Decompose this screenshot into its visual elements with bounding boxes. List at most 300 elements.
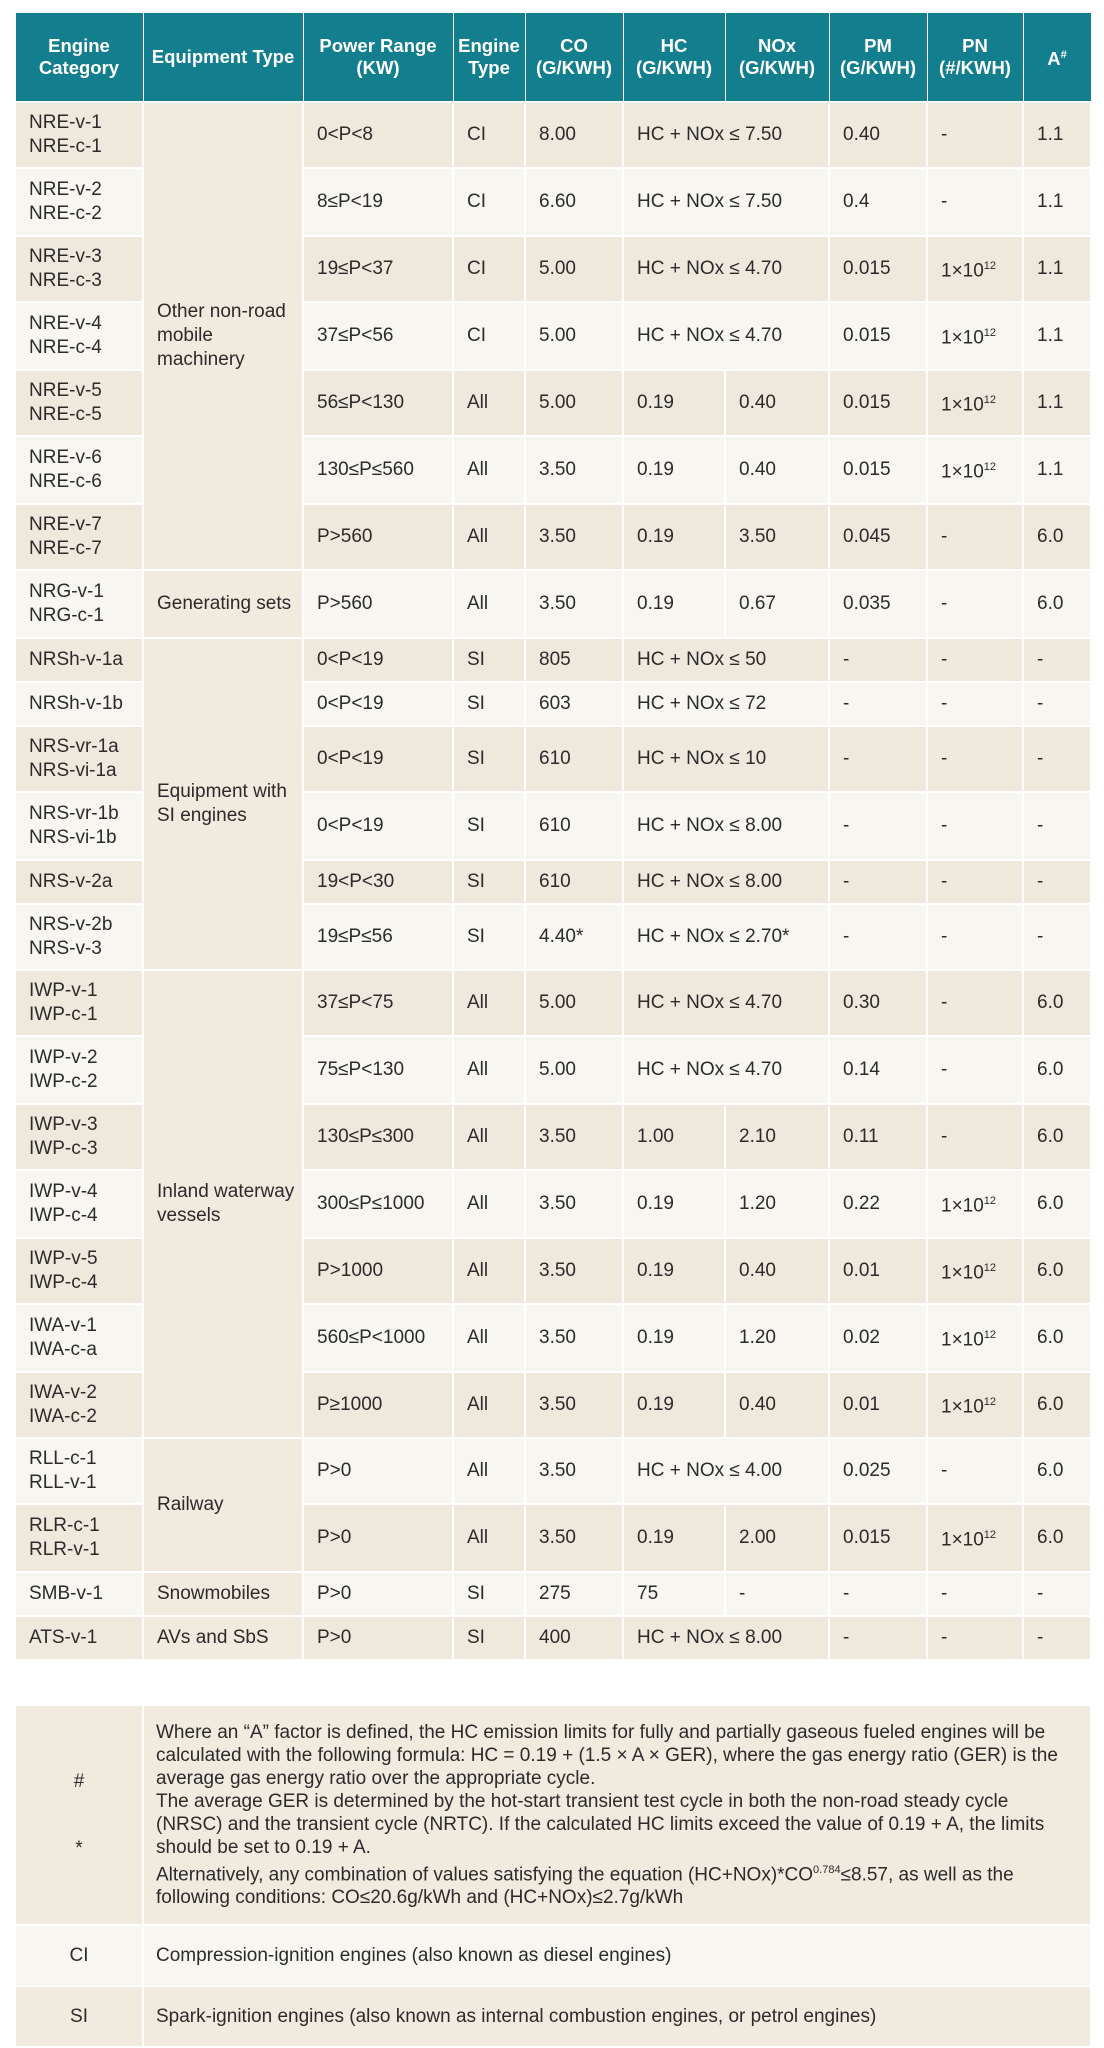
engine-type-cell: SI bbox=[453, 904, 525, 970]
power-range-cell: P>1000 bbox=[303, 1238, 453, 1304]
engine-type-cell: All bbox=[453, 504, 525, 570]
power-range-cell: 19≤P≤56 bbox=[303, 904, 453, 970]
pn-exponent: 12 bbox=[983, 1396, 997, 1409]
engine-type-cell: All bbox=[453, 1372, 525, 1438]
pm-cell: 0.045 bbox=[829, 504, 927, 570]
pn-exponent: 12 bbox=[983, 1529, 997, 1542]
equipment-type-cell: Inland waterway vessels bbox=[143, 970, 303, 1438]
engine-category-line: RLR-c-1 bbox=[29, 1515, 100, 1536]
co-cell: 3.50 bbox=[525, 1238, 623, 1304]
nox-cell: 0.40 bbox=[725, 1238, 829, 1304]
co-cell: 3.50 bbox=[525, 1504, 623, 1572]
pn-base: 1×10 bbox=[941, 394, 984, 416]
hc-nox-combined-cell: HC + NOx ≤ 10 bbox=[623, 726, 829, 792]
note-row-si bbox=[15, 1986, 1091, 2047]
hc-nox-combined-cell: HC + NOx ≤ 4.70 bbox=[623, 970, 829, 1036]
a-factor-cell: 6.0 bbox=[1023, 1304, 1091, 1372]
pn-exponent: 12 bbox=[983, 1195, 997, 1208]
pm-cell: 0.015 bbox=[829, 370, 927, 436]
engine-type-cell: SI bbox=[453, 1616, 525, 1660]
engine-category-cell bbox=[15, 970, 143, 1036]
engine-category-line: IWA-v-2 bbox=[29, 1382, 97, 1403]
power-range-cell: 75≤P<130 bbox=[303, 1036, 453, 1104]
engine-category-line: NRS-v-3 bbox=[29, 938, 102, 959]
power-range-cell: P>560 bbox=[303, 570, 453, 638]
si-definition: Spark-ignition engines (also known as internal combustion engines, or petrol engines) bbox=[143, 1986, 1091, 2047]
engine-category-line: ATS-v-1 bbox=[29, 1627, 98, 1648]
co-cell: 3.50 bbox=[525, 1170, 623, 1238]
engine-category-line: NRE-c-7 bbox=[29, 538, 102, 559]
hc-nox-combined-cell: HC + NOx ≤ 4.00 bbox=[623, 1438, 829, 1504]
engine-type-cell: CI bbox=[453, 168, 525, 236]
a-factor-cell: 6.0 bbox=[1023, 1238, 1091, 1304]
nox-cell: 2.00 bbox=[725, 1504, 829, 1572]
pn-cell bbox=[927, 1504, 1023, 1572]
pn-cell: - bbox=[927, 504, 1023, 570]
power-range-cell: 0<P<19 bbox=[303, 682, 453, 726]
hc-cell: 0.19 bbox=[623, 1504, 725, 1572]
a-factor-cell: 1.1 bbox=[1023, 436, 1091, 504]
engine-category-line: RLL-v-1 bbox=[29, 1472, 97, 1493]
pn-cell: - bbox=[927, 726, 1023, 792]
pn-exponent: 12 bbox=[983, 1329, 997, 1342]
power-range-cell: P>560 bbox=[303, 504, 453, 570]
pm-cell: 0.30 bbox=[829, 970, 927, 1036]
pm-cell: - bbox=[829, 638, 927, 682]
nox-cell: 0.40 bbox=[725, 1372, 829, 1438]
a-factor-cell: 6.0 bbox=[1023, 1504, 1091, 1572]
engine-category-cell bbox=[15, 504, 143, 570]
pn-cell bbox=[927, 1304, 1023, 1372]
engine-category-line: NRSh-v-1a bbox=[29, 649, 123, 670]
engine-type-cell: All bbox=[453, 1438, 525, 1504]
co-cell: 3.50 bbox=[525, 504, 623, 570]
engine-category-line: IWP-v-4 bbox=[29, 1181, 98, 1202]
pn-cell: - bbox=[927, 970, 1023, 1036]
equipment-type-cell: Railway bbox=[143, 1438, 303, 1572]
a-factor-cell: 6.0 bbox=[1023, 570, 1091, 638]
note-paragraph-3-end: ≤8.57, as well as the following conditions: CO≤20.6g/kWh and (HC+NOx)≤2.7g/kWh bbox=[156, 1864, 1014, 1909]
engine-type-cell: All bbox=[453, 570, 525, 638]
hc-nox-combined-cell: HC + NOx ≤ 2.70* bbox=[623, 904, 829, 970]
a-factor-cell: 6.0 bbox=[1023, 1104, 1091, 1170]
pm-cell: - bbox=[829, 1572, 927, 1616]
pm-cell: 0.11 bbox=[829, 1104, 927, 1170]
engine-category-cell bbox=[15, 860, 143, 904]
a-factor-cell: - bbox=[1023, 638, 1091, 682]
engine-type-cell: All bbox=[453, 970, 525, 1036]
a-factor-cell: 6.0 bbox=[1023, 1372, 1091, 1438]
engine-category-line: NRE-v-2 bbox=[29, 179, 102, 200]
engine-type-cell: CI bbox=[453, 302, 525, 370]
header-engine-category: Engine Category bbox=[15, 13, 143, 102]
note-paragraph-1: Where an “A” factor is defined, the HC emission limits for fully and partially gaseous fueled engines will be calculated with the following formula: HC = 0.19 + (1.5 × A × GER), where the gas energy ratio (GER) is the average gas energy ratio over the appropriate cycle. bbox=[156, 1721, 1058, 1789]
pm-cell: - bbox=[829, 1616, 927, 1660]
si-abbreviation: SI bbox=[15, 1986, 143, 2047]
pn-base: 1×10 bbox=[941, 461, 984, 483]
header-a-factor bbox=[1023, 13, 1091, 102]
note-symbol-star: * bbox=[75, 1838, 83, 1859]
engine-type-cell: All bbox=[453, 1238, 525, 1304]
pn-cell: - bbox=[927, 1036, 1023, 1104]
engine-category-line: IWA-v-1 bbox=[29, 1315, 97, 1336]
engine-category-line: NRE-v-4 bbox=[29, 313, 102, 334]
engine-category-cell bbox=[15, 1170, 143, 1238]
header-hc: HC (G/KWH) bbox=[623, 13, 725, 102]
engine-category-line: NRE-v-3 bbox=[29, 246, 102, 267]
power-range-cell: 0<P<19 bbox=[303, 638, 453, 682]
co-cell: 275 bbox=[525, 1572, 623, 1616]
co-cell: 3.50 bbox=[525, 1372, 623, 1438]
pn-cell: - bbox=[927, 1572, 1023, 1616]
hc-cell: 75 bbox=[623, 1572, 725, 1616]
pn-exponent: 12 bbox=[983, 1262, 997, 1275]
power-range-cell: 130≤P≤300 bbox=[303, 1104, 453, 1170]
hc-nox-combined-cell: HC + NOx ≤ 50 bbox=[623, 638, 829, 682]
pm-cell: 0.025 bbox=[829, 1438, 927, 1504]
engine-category-line: NRS-vi-1b bbox=[29, 827, 117, 848]
power-range-cell: 560≤P<1000 bbox=[303, 1304, 453, 1372]
power-range-cell: P≥1000 bbox=[303, 1372, 453, 1438]
table-row bbox=[15, 970, 1091, 1036]
pn-cell: - bbox=[927, 1438, 1023, 1504]
pn-base: 1×10 bbox=[941, 1262, 984, 1284]
engine-category-line: NRE-v-5 bbox=[29, 380, 102, 401]
engine-category-line: IWP-c-3 bbox=[29, 1138, 98, 1159]
engine-category-cell bbox=[15, 1616, 143, 1660]
nox-cell: 0.67 bbox=[725, 570, 829, 638]
engine-type-cell: SI bbox=[453, 638, 525, 682]
engine-category-cell bbox=[15, 1438, 143, 1504]
header-pm: PM (G/KWH) bbox=[829, 13, 927, 102]
engine-category-cell bbox=[15, 1372, 143, 1438]
header-row bbox=[15, 13, 1091, 102]
co-cell: 400 bbox=[525, 1616, 623, 1660]
a-factor-cell: 1.1 bbox=[1023, 102, 1091, 168]
a-factor-cell: - bbox=[1023, 1572, 1091, 1616]
a-factor-cell: 1.1 bbox=[1023, 302, 1091, 370]
pm-cell: - bbox=[829, 726, 927, 792]
engine-category-line: NRE-v-7 bbox=[29, 514, 102, 535]
pn-cell: - bbox=[927, 860, 1023, 904]
engine-category-cell bbox=[15, 1238, 143, 1304]
pm-cell: 0.40 bbox=[829, 102, 927, 168]
note-paragraph-3-start: Alternatively, any combination of values satisfying the equation (HC+NOx)*CO bbox=[156, 1864, 814, 1886]
table-row bbox=[15, 570, 1091, 638]
engine-type-cell: All bbox=[453, 1304, 525, 1372]
engine-category-line: NRE-c-1 bbox=[29, 136, 102, 157]
engine-category-cell bbox=[15, 236, 143, 302]
power-range-cell: 300≤P≤1000 bbox=[303, 1170, 453, 1238]
hc-cell: 0.19 bbox=[623, 504, 725, 570]
header-power-range: Power Range (KW) bbox=[303, 13, 453, 102]
note-symbols bbox=[15, 1705, 143, 1925]
power-range-cell: P>0 bbox=[303, 1504, 453, 1572]
engine-category-cell bbox=[15, 302, 143, 370]
power-range-cell: P>0 bbox=[303, 1616, 453, 1660]
note-paragraph-2: The average GER is determined by the hot-start transient test cycle in both the non-road steady cycle (NRSC) and the transient cycle (NRTC). If the calculated HC limits exceed the value of 0.19 + A, the limits should be set to 0.19 + A. bbox=[156, 1790, 1045, 1858]
equipment-type-cell: Generating sets bbox=[143, 570, 303, 638]
hc-cell: 1.00 bbox=[623, 1104, 725, 1170]
pn-exponent: 12 bbox=[983, 394, 997, 407]
hc-cell: 0.19 bbox=[623, 436, 725, 504]
co-cell: 610 bbox=[525, 726, 623, 792]
power-range-cell: 37≤P<75 bbox=[303, 970, 453, 1036]
co-cell: 610 bbox=[525, 860, 623, 904]
equipment-type-cell: Snowmobiles bbox=[143, 1572, 303, 1616]
notes-table bbox=[14, 1704, 1092, 2048]
pn-cell: - bbox=[927, 792, 1023, 860]
co-cell: 4.40* bbox=[525, 904, 623, 970]
power-range-cell: P>0 bbox=[303, 1572, 453, 1616]
pn-cell bbox=[927, 236, 1023, 302]
co-cell: 8.00 bbox=[525, 102, 623, 168]
engine-category-line: IWA-c-2 bbox=[29, 1406, 97, 1427]
power-range-cell: 8≤P<19 bbox=[303, 168, 453, 236]
engine-category-line: IWA-c-a bbox=[29, 1339, 97, 1360]
pn-cell: - bbox=[927, 904, 1023, 970]
co-cell: 610 bbox=[525, 792, 623, 860]
pn-exponent: 12 bbox=[983, 461, 997, 474]
engine-category-line: NRG-c-1 bbox=[29, 605, 104, 626]
table-row bbox=[15, 1616, 1091, 1660]
a-factor-cell: - bbox=[1023, 1616, 1091, 1660]
pn-cell bbox=[927, 1238, 1023, 1304]
engine-type-cell: SI bbox=[453, 682, 525, 726]
a-factor-cell: - bbox=[1023, 904, 1091, 970]
pn-base: 1×10 bbox=[941, 1529, 984, 1551]
power-range-cell: 0<P<19 bbox=[303, 792, 453, 860]
power-range-cell: P>0 bbox=[303, 1438, 453, 1504]
pn-base: 1×10 bbox=[941, 260, 984, 282]
power-range-cell: 130≤P≤560 bbox=[303, 436, 453, 504]
engine-category-line: NRE-c-5 bbox=[29, 404, 102, 425]
co-cell: 3.50 bbox=[525, 570, 623, 638]
engine-category-cell bbox=[15, 1504, 143, 1572]
co-cell: 5.00 bbox=[525, 370, 623, 436]
note-row-formula bbox=[15, 1705, 1091, 1925]
table-row bbox=[15, 638, 1091, 682]
pn-base: 1×10 bbox=[941, 1195, 984, 1217]
hc-cell: 0.19 bbox=[623, 570, 725, 638]
co-cell: 6.60 bbox=[525, 168, 623, 236]
engine-category-line: IWP-v-3 bbox=[29, 1114, 98, 1135]
hc-cell: 0.19 bbox=[623, 1372, 725, 1438]
pm-cell: 0.14 bbox=[829, 1036, 927, 1104]
engine-category-line: NRG-v-1 bbox=[29, 581, 104, 602]
engine-type-cell: All bbox=[453, 1104, 525, 1170]
co-cell: 5.00 bbox=[525, 1036, 623, 1104]
pn-cell bbox=[927, 436, 1023, 504]
a-factor-cell: - bbox=[1023, 682, 1091, 726]
co-cell: 5.00 bbox=[525, 970, 623, 1036]
co-cell: 3.50 bbox=[525, 436, 623, 504]
engine-category-line: NRE-c-4 bbox=[29, 337, 102, 358]
engine-category-line: NRS-vr-1a bbox=[29, 736, 119, 757]
power-range-cell: 37≤P<56 bbox=[303, 302, 453, 370]
hc-nox-combined-cell: HC + NOx ≤ 4.70 bbox=[623, 302, 829, 370]
engine-category-cell bbox=[15, 168, 143, 236]
power-range-cell: 19<P<30 bbox=[303, 860, 453, 904]
engine-category-line: NRE-c-6 bbox=[29, 471, 102, 492]
engine-category-cell bbox=[15, 1572, 143, 1616]
engine-category-line: IWP-v-1 bbox=[29, 980, 98, 1001]
a-factor-cell: - bbox=[1023, 860, 1091, 904]
co-cell: 3.50 bbox=[525, 1438, 623, 1504]
header-co: CO (G/KWH) bbox=[525, 13, 623, 102]
pm-cell: 0.015 bbox=[829, 1504, 927, 1572]
pn-cell bbox=[927, 1372, 1023, 1438]
hc-nox-combined-cell: HC + NOx ≤ 4.70 bbox=[623, 236, 829, 302]
pn-cell: - bbox=[927, 682, 1023, 726]
engine-type-cell: All bbox=[453, 1170, 525, 1238]
co-cell: 805 bbox=[525, 638, 623, 682]
equipment-type-cell: Other non-road mobile machinery bbox=[143, 102, 303, 570]
pn-cell bbox=[927, 370, 1023, 436]
engine-category-line: NRE-v-6 bbox=[29, 447, 102, 468]
header-pn: PN (#/KWH) bbox=[927, 13, 1023, 102]
nox-cell: 2.10 bbox=[725, 1104, 829, 1170]
co-cell: 5.00 bbox=[525, 236, 623, 302]
a-factor-cell: - bbox=[1023, 792, 1091, 860]
engine-category-line: IWP-c-1 bbox=[29, 1004, 98, 1025]
nox-cell: 1.20 bbox=[725, 1304, 829, 1372]
engine-category-line: IWP-c-4 bbox=[29, 1205, 98, 1226]
co-cell: 3.50 bbox=[525, 1104, 623, 1170]
emission-limits-table bbox=[14, 13, 1092, 1661]
pm-cell: - bbox=[829, 904, 927, 970]
engine-category-line: RLL-c-1 bbox=[29, 1448, 97, 1469]
engine-category-line: NRE-v-1 bbox=[29, 112, 102, 133]
pn-exponent: 12 bbox=[983, 260, 997, 273]
co-cell: 603 bbox=[525, 682, 623, 726]
engine-category-line: IWP-c-4 bbox=[29, 1272, 98, 1293]
engine-category-cell bbox=[15, 904, 143, 970]
engine-category-line: IWP-v-2 bbox=[29, 1047, 98, 1068]
engine-category-cell bbox=[15, 792, 143, 860]
pn-cell: - bbox=[927, 570, 1023, 638]
engine-type-cell: All bbox=[453, 1036, 525, 1104]
engine-type-cell: All bbox=[453, 1504, 525, 1572]
power-range-cell: 19≤P<37 bbox=[303, 236, 453, 302]
pn-cell bbox=[927, 1170, 1023, 1238]
pm-cell: 0.035 bbox=[829, 570, 927, 638]
pm-cell: 0.22 bbox=[829, 1170, 927, 1238]
nox-cell: - bbox=[725, 1572, 829, 1616]
note-paragraph-3-exponent: 0.784 bbox=[813, 1863, 841, 1876]
pn-cell: - bbox=[927, 1616, 1023, 1660]
nox-cell: 0.40 bbox=[725, 370, 829, 436]
engine-category-cell bbox=[15, 570, 143, 638]
engine-type-cell: SI bbox=[453, 792, 525, 860]
power-range-cell: 0<P<8 bbox=[303, 102, 453, 168]
engine-category-cell bbox=[15, 1104, 143, 1170]
engine-category-line: IWP-c-2 bbox=[29, 1071, 98, 1092]
note-paragraph-3 bbox=[156, 1859, 1078, 1909]
hc-nox-combined-cell: HC + NOx ≤ 7.50 bbox=[623, 102, 829, 168]
note-row-ci bbox=[15, 1925, 1091, 1986]
table-row bbox=[15, 102, 1091, 168]
engine-type-cell: All bbox=[453, 436, 525, 504]
header-equipment-type: Equipment Type bbox=[143, 13, 303, 102]
note-symbol-hash: # bbox=[73, 1771, 85, 1792]
engine-category-line: NRS-vi-1a bbox=[29, 760, 117, 781]
pm-cell: 0.4 bbox=[829, 168, 927, 236]
hc-cell: 0.19 bbox=[623, 1238, 725, 1304]
hc-nox-combined-cell: HC + NOx ≤ 8.00 bbox=[623, 1616, 829, 1660]
engine-type-cell: CI bbox=[453, 236, 525, 302]
hc-nox-combined-cell: HC + NOx ≤ 7.50 bbox=[623, 168, 829, 236]
hc-nox-combined-cell: HC + NOx ≤ 8.00 bbox=[623, 860, 829, 904]
engine-category-line: NRSh-v-1b bbox=[29, 693, 123, 714]
engine-category-line: NRE-c-3 bbox=[29, 270, 102, 291]
engine-category-line: SMB-v-1 bbox=[29, 1583, 103, 1604]
header-a-sup: # bbox=[1060, 48, 1067, 61]
engine-type-cell: SI bbox=[453, 726, 525, 792]
pn-cell: - bbox=[927, 1104, 1023, 1170]
hc-nox-combined-cell: HC + NOx ≤ 8.00 bbox=[623, 792, 829, 860]
engine-category-cell bbox=[15, 102, 143, 168]
engine-category-cell bbox=[15, 1304, 143, 1372]
ci-definition: Compression-ignition engines (also known as diesel engines) bbox=[143, 1925, 1091, 1986]
engine-category-cell bbox=[15, 436, 143, 504]
engine-category-line: NRS-v-2a bbox=[29, 871, 113, 892]
a-factor-cell: 6.0 bbox=[1023, 1036, 1091, 1104]
engine-category-line: NRS-v-2b bbox=[29, 914, 113, 935]
pm-cell: 0.01 bbox=[829, 1238, 927, 1304]
pm-cell: 0.015 bbox=[829, 436, 927, 504]
a-factor-cell: 6.0 bbox=[1023, 1438, 1091, 1504]
nox-cell: 1.20 bbox=[725, 1170, 829, 1238]
pn-cell: - bbox=[927, 102, 1023, 168]
pm-cell: 0.015 bbox=[829, 302, 927, 370]
pm-cell: - bbox=[829, 860, 927, 904]
hc-nox-combined-cell: HC + NOx ≤ 72 bbox=[623, 682, 829, 726]
equipment-type-cell: AVs and SbS bbox=[143, 1616, 303, 1660]
pn-base: 1×10 bbox=[941, 1396, 984, 1418]
engine-category-cell bbox=[15, 1036, 143, 1104]
equipment-type-cell: Equipment with SI engines bbox=[143, 638, 303, 970]
note-text bbox=[143, 1705, 1091, 1925]
engine-type-cell: SI bbox=[453, 1572, 525, 1616]
pn-cell bbox=[927, 302, 1023, 370]
pm-cell: 0.01 bbox=[829, 1372, 927, 1438]
pn-cell: - bbox=[927, 638, 1023, 682]
a-factor-cell: 1.1 bbox=[1023, 236, 1091, 302]
a-factor-cell: 6.0 bbox=[1023, 504, 1091, 570]
a-factor-cell: 6.0 bbox=[1023, 970, 1091, 1036]
engine-category-line: NRE-c-2 bbox=[29, 203, 102, 224]
engine-category-cell bbox=[15, 370, 143, 436]
engine-category-line: IWP-v-5 bbox=[29, 1248, 98, 1269]
co-cell: 5.00 bbox=[525, 302, 623, 370]
engine-category-cell bbox=[15, 726, 143, 792]
engine-category-line: RLR-v-1 bbox=[29, 1539, 100, 1560]
nox-cell: 0.40 bbox=[725, 436, 829, 504]
pm-cell: 0.015 bbox=[829, 236, 927, 302]
co-cell: 3.50 bbox=[525, 1304, 623, 1372]
a-factor-cell: - bbox=[1023, 726, 1091, 792]
engine-category-cell bbox=[15, 638, 143, 682]
pn-base: 1×10 bbox=[941, 327, 984, 349]
a-factor-cell: 1.1 bbox=[1023, 370, 1091, 436]
pm-cell: - bbox=[829, 792, 927, 860]
header-engine-type: Engine Type bbox=[453, 13, 525, 102]
hc-cell: 0.19 bbox=[623, 1170, 725, 1238]
pn-base: 1×10 bbox=[941, 1329, 984, 1351]
pm-cell: 0.02 bbox=[829, 1304, 927, 1372]
a-factor-cell: 6.0 bbox=[1023, 1170, 1091, 1238]
